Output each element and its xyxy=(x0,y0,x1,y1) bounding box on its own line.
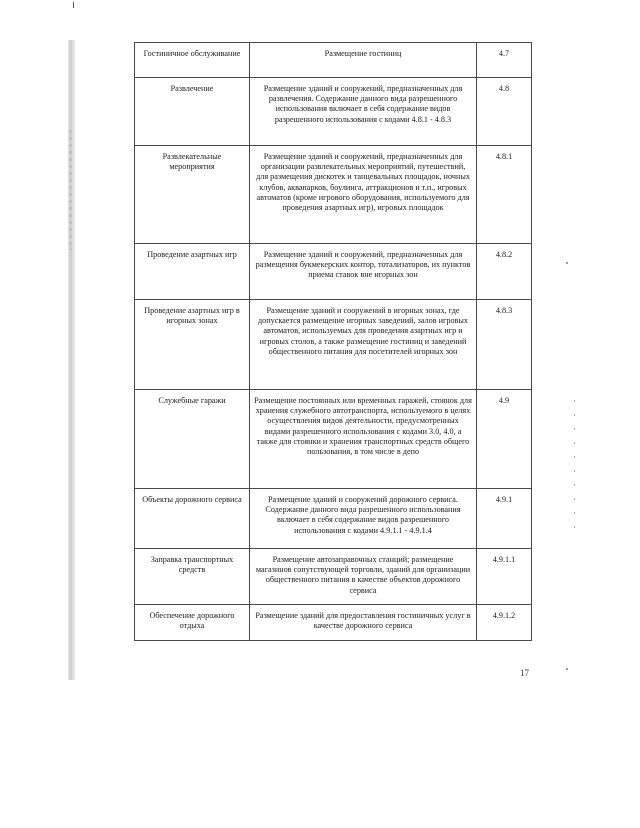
table-row xyxy=(135,43,532,78)
scan-binding-edge xyxy=(68,40,75,680)
page-number: 17 xyxy=(520,668,529,678)
scan-dots xyxy=(574,400,575,530)
table-row xyxy=(135,605,532,641)
scan-mark xyxy=(73,2,74,8)
use-description-cell: Размещение зданий и сооружений, предназначенных для организации развлекательных мероприятий, путешествий, для размещения дискотек и танцевальных площадок, ночных клубов, аквапарков, боулинга, аттракционов и т.п., игровых автоматов (кроме игрового оборудования, используемого для проведения азартных игр), игровых площадок xyxy=(250,146,477,244)
use-name-cell: Обеспечение дорожного отдыха xyxy=(135,605,250,641)
table-row xyxy=(135,300,532,390)
use-name-cell: Заправка транспортных средств xyxy=(135,549,250,605)
use-code-cell: 4.9.1.1 xyxy=(477,549,532,605)
table-row xyxy=(135,390,532,489)
use-name-cell: Служебные гаражи xyxy=(135,390,250,489)
land-use-table xyxy=(134,42,532,641)
scan-speck xyxy=(566,262,568,264)
use-code-cell: 4.8 xyxy=(477,78,532,146)
use-description-cell: Размещение гостиниц xyxy=(250,43,477,78)
use-name-cell: Проведение азартных игр в игорных зонах xyxy=(135,300,250,390)
use-name-cell: Развлечение xyxy=(135,78,250,146)
scan-speck xyxy=(566,668,568,670)
table-row xyxy=(135,549,532,605)
use-description-cell: Размещение зданий и сооружений в игорных зонах, где допускается размещение игорных заведений, залов игровых автоматов, используемых для проведения азартных игр и игровых столов, а также размещение гостиниц и заведений общественного питания для посетителей игорных зон xyxy=(250,300,477,390)
table-row xyxy=(135,489,532,549)
use-code-cell: 4.8.2 xyxy=(477,244,532,300)
table-row xyxy=(135,146,532,244)
use-description-cell: Размещение зданий и сооружений, предназначенных для развлечения. Содержание данного вида разрешенного использования включает в себя содержание видов разрешенного использования с кодами 4.8.1 - 4.8.3 xyxy=(250,78,477,146)
use-description-cell: Размещение зданий и сооружений дорожного сервиса. Содержание данного вида разрешенного использования включает в себя содержание видов разрешенного использования с кодами 4.9.1.1 - 4.9.1.4 xyxy=(250,489,477,549)
use-name-cell: Проведение азартных игр xyxy=(135,244,250,300)
use-description-cell: Размещение автозаправочных станций; размещение магазинов сопутствующей торговли, зданий для организации общественного питания в качестве объектов дорожного сервиса xyxy=(250,549,477,605)
use-code-cell: 4.9 xyxy=(477,390,532,489)
use-code-cell: 4.9.1.2 xyxy=(477,605,532,641)
use-name-cell: Развлекательные мероприятия xyxy=(135,146,250,244)
use-code-cell: 4.7 xyxy=(477,43,532,78)
use-name-cell: Гостиничное обслуживание xyxy=(135,43,250,78)
use-code-cell: 4.8.1 xyxy=(477,146,532,244)
use-description-cell: Размещение зданий и сооружений, предназначенных для размещения букмекерских контор, тотализаторов, их пунктов приема ставок вне игорных зон xyxy=(250,244,477,300)
table-row xyxy=(135,78,532,146)
use-code-cell: 4.9.1 xyxy=(477,489,532,549)
use-description-cell: Размещение постоянных или временных гаражей, стоянок для хранения служебного автотранспорта, используемого в целях осуществления видов деятельности, предусмотренных видами разрешенного использования с кодами 3.0, 4.0, а также для стоянки и хранения транспортных средств общего пользования, в том числе в депо xyxy=(250,390,477,489)
use-description-cell: Размещение зданий для предоставления гостиничных услуг в качестве дорожного сервиса xyxy=(250,605,477,641)
use-code-cell: 4.8.3 xyxy=(477,300,532,390)
table-row xyxy=(135,244,532,300)
use-name-cell: Объекты дорожного сервиса xyxy=(135,489,250,549)
